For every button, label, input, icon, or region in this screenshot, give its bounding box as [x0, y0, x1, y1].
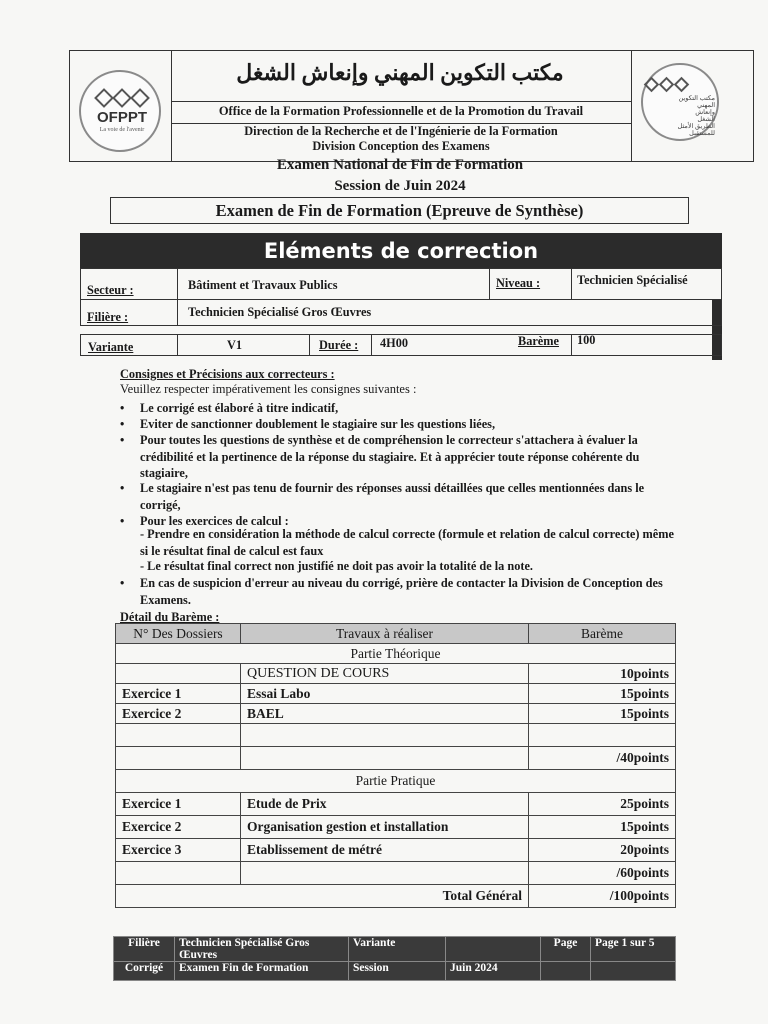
- col-header-dossiers: N° Des Dossiers: [116, 624, 241, 644]
- header-division-line: Division Conception des Examens: [312, 139, 490, 153]
- bullet-icon: •: [120, 433, 125, 447]
- duree-value: 4H00: [380, 336, 409, 350]
- travaux-cell: Organisation gestion et installation: [241, 816, 529, 839]
- consigne-text: En cas de suspicion d'erreur au niveau du corrigé, prière de contacter la Division de Conception des Examens.: [140, 576, 663, 607]
- consigne-item: [120, 432, 685, 482]
- theory-section-label: Partie Théorique: [116, 644, 676, 664]
- ofppt-logo-mark-icon: [81, 91, 163, 105]
- footer-empty-cell: [541, 962, 591, 981]
- consigne-item: [120, 480, 685, 513]
- consigne-text: Le corrigé est élaboré à titre indicatif,: [140, 401, 339, 415]
- consignes-title: Consignes et Précisions aux correcteurs :: [120, 367, 335, 381]
- table-row: [116, 664, 676, 684]
- points-cell: 15points: [529, 704, 676, 724]
- total-row: [116, 885, 676, 908]
- filiere-value: Technicien Spécialisé Gros Œuvres: [188, 305, 372, 319]
- dossier-cell: Exercice 1: [116, 684, 241, 704]
- consignes-intro: Veuillez respecter impérativement les consignes suivantes :: [120, 382, 417, 396]
- consigne-item: [120, 416, 685, 433]
- points-cell: 15points: [529, 816, 676, 839]
- ofppt-logo-text: OFPPT: [96, 109, 147, 126]
- header-divider-right: [631, 51, 632, 161]
- col-header-travaux: Travaux à réaliser: [241, 624, 529, 644]
- footer-session-label: Session: [349, 962, 446, 981]
- ofppt-logo-right: [641, 63, 719, 141]
- footer-page-value: Page 1 sur 5: [591, 937, 676, 962]
- footer-session-value: Juin 2024: [446, 962, 541, 981]
- table-row: [116, 684, 676, 704]
- bullet-icon: •: [120, 481, 125, 495]
- travaux-cell: [241, 862, 529, 885]
- points-cell: 25points: [529, 793, 676, 816]
- footer-filiere-label: Filière: [114, 937, 175, 962]
- points-cell: 10points: [529, 664, 676, 684]
- info-divider: [489, 269, 490, 299]
- secteur-label: Secteur :: [87, 283, 134, 297]
- footer-page-label: Page: [541, 937, 591, 962]
- header-office-line: Office de la Formation Professionnelle et de la Promotion du Travail: [218, 104, 584, 118]
- consigne-text: Le stagiaire n'est pas tenu de fournir des réponses aussi détaillées que celles mentionnées dans le corrigé,: [140, 481, 645, 512]
- table-row: [116, 704, 676, 724]
- exam-national-title: Examen National de Fin de Formation: [276, 157, 524, 173]
- travaux-cell: QUESTION DE COURS: [241, 664, 529, 684]
- footer-corrige-value: Examen Fin de Formation: [175, 962, 349, 981]
- practice-section-label: Partie Pratique: [116, 770, 676, 793]
- secteur-value: Bâtiment et Travaux Publics: [188, 278, 338, 292]
- consigne-subitem: - Prendre en considération la méthode de calcul correcte (formule et relation de calcul correcte) même si le résultat final de calcul est faux: [140, 527, 674, 558]
- ofppt-logo-tagline: La voie de l'avenir: [99, 127, 145, 133]
- total-label: Total Général: [116, 885, 529, 908]
- table-row: [116, 816, 676, 839]
- dossier-cell: [116, 664, 241, 684]
- travaux-cell: BAEL: [241, 704, 529, 724]
- bullet-icon: •: [120, 514, 125, 528]
- header-direction-line: Direction de la Recherche et de l'Ingénierie de la Formation: [244, 124, 558, 138]
- info-divider: [177, 335, 178, 355]
- correction-banner: Eléments de correction: [80, 233, 722, 269]
- travaux-cell: [241, 747, 529, 770]
- duree-label: Durée :: [319, 338, 359, 352]
- footer-corrige-label: Corrigé: [114, 962, 175, 981]
- dossier-cell: [116, 724, 241, 747]
- footer-variante-label: Variante: [349, 937, 446, 962]
- ofppt-logo-right-mark-icon: [643, 79, 689, 90]
- table-row: [116, 839, 676, 862]
- dossier-cell: Exercice 2: [116, 704, 241, 724]
- practice-subtotal: /60points: [529, 862, 676, 885]
- footer-filiere-value: Technicien Spécialisé Gros Œuvres: [175, 937, 349, 962]
- total-value: /100points: [529, 885, 676, 908]
- variante-label: Variante: [88, 340, 134, 354]
- exam-title-box: Examen de Fin de Formation (Epreuve de Synthèse): [110, 197, 689, 224]
- niveau-label: Niveau :: [496, 276, 541, 290]
- footer-row-1: [114, 937, 676, 962]
- section-row-theory: [116, 644, 676, 664]
- exam-session: Session de Juin 2024: [334, 178, 466, 194]
- header-rule-1: [171, 101, 631, 102]
- info-divider: [571, 269, 572, 299]
- dossier-cell: [116, 862, 241, 885]
- dossier-cell: Exercice 3: [116, 839, 241, 862]
- table-row: [116, 747, 676, 770]
- col-header-bareme: Barème: [529, 624, 676, 644]
- info-divider: [371, 335, 372, 355]
- info-divider: [177, 269, 178, 299]
- footer-variante-value: [446, 937, 541, 962]
- consigne-text: Eviter de sanctionner doublement le stagiaire sur les questions liées,: [140, 417, 496, 431]
- travaux-cell: Essai Labo: [241, 684, 529, 704]
- footer-empty-cell: [591, 962, 676, 981]
- ofppt-logo-right-arabic: مكتب التكوين المهني وإنعاش الشغل الطريق الأمثل للمستقبل: [677, 95, 715, 137]
- bareme-header-row: [116, 624, 676, 644]
- filiere-label: Filière :: [87, 310, 129, 324]
- bareme-table: [115, 623, 676, 908]
- bareme-detail-title: Détail du Barème :: [120, 610, 220, 624]
- travaux-cell: Etude de Prix: [241, 793, 529, 816]
- bullet-icon: •: [120, 576, 125, 590]
- points-cell: 20points: [529, 839, 676, 862]
- page-footer: [113, 936, 676, 981]
- consigne-text: Pour les exercices de calcul :: [140, 514, 289, 528]
- travaux-cell: [241, 724, 529, 747]
- theory-subtotal: /40points: [529, 747, 676, 770]
- bullet-icon: •: [120, 417, 125, 431]
- header-arabic-title: مكتب التكوين المهني وإنعاش الشغل: [236, 60, 564, 85]
- consigne-text: Pour toutes les questions de synthèse et de compréhension le correcteur s'attachera à évaluer la crédibilité et la pertinence de la réponse du stagiaire. Et à apprécier toute réponse cohérente du stagiaire,: [140, 433, 640, 480]
- ofppt-logo-left: [79, 70, 161, 152]
- variante-value: V1: [227, 338, 243, 352]
- points-cell: 15points: [529, 684, 676, 704]
- niveau-value: Technicien Spécialisé: [577, 273, 688, 287]
- table-row: [116, 724, 676, 747]
- footer-row-2: [114, 962, 676, 981]
- dossier-cell: Exercice 1: [116, 793, 241, 816]
- table-row: [116, 793, 676, 816]
- info-divider: [177, 300, 178, 325]
- info-row-filiere: [80, 299, 722, 326]
- consigne-item: [120, 400, 685, 417]
- bullet-icon: •: [120, 401, 125, 415]
- consigne-item: [120, 575, 685, 608]
- table-row: [116, 862, 676, 885]
- consigne-subitem: - Le résultat final correct non justifié ne doit pas avoir la totalité de la note.: [140, 559, 533, 573]
- dossier-cell: [116, 747, 241, 770]
- bareme-label: Barème: [518, 334, 559, 348]
- section-row-practice: [116, 770, 676, 793]
- info-divider: [309, 335, 310, 355]
- info-divider: [571, 335, 572, 355]
- dossier-cell: Exercice 2: [116, 816, 241, 839]
- points-cell: [529, 724, 676, 747]
- travaux-cell: Etablissement de métré: [241, 839, 529, 862]
- bareme-value: 100: [577, 333, 596, 347]
